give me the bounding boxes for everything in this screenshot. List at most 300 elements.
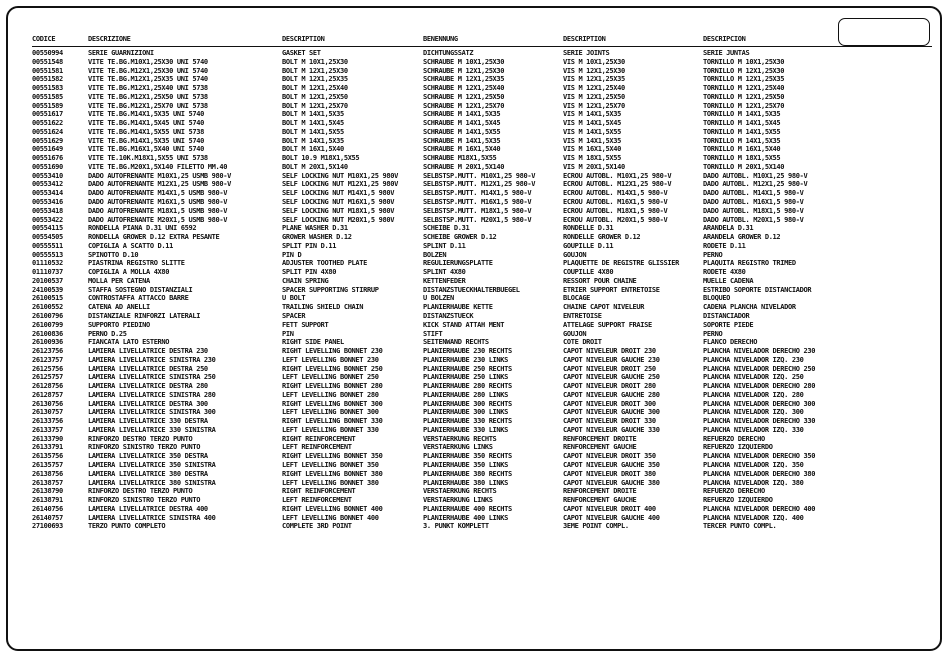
table-cell: SCHRAUBE M 12X1,25X50	[423, 92, 505, 101]
table-cell: DADO AUTOBL. M20X1,5 980-V	[703, 215, 804, 224]
table-row	[32, 277, 842, 286]
table-cell: PLANCHA NIVELADOR IZQ. 280	[703, 390, 804, 399]
table-cell: SELBSTSP.MUTT. M20X1,5 980-V	[423, 215, 532, 224]
table-row	[32, 137, 842, 146]
table-cell: LAMIERA LIVELLATRICE DESTRA 230	[88, 347, 208, 356]
table-cell: 00551629	[32, 136, 63, 145]
table-cell: PLANIERHAUBE 350 LINKS	[423, 460, 509, 469]
table-cell: PIN	[282, 329, 294, 338]
table-cell: CHAINE CAPOT NIVELEUR	[563, 303, 645, 312]
table-cell: 00551583	[32, 84, 63, 93]
header-english: DESCRIPTION	[282, 35, 325, 43]
table-cell: SCHRAUBE M 12X1,25X70	[423, 101, 505, 110]
table-cell: CADENA PLANCHA NIVELADOR	[703, 303, 796, 312]
table-cell: 26140757	[32, 513, 63, 522]
table-row	[32, 75, 842, 84]
table-cell: DADO AUTOBL. M12X1,25 980-V	[703, 180, 808, 189]
table-cell: LAMIERA LIVELLATRICE SINISTRA 280	[88, 390, 216, 399]
table-cell: 26100799	[32, 320, 63, 329]
table-cell: RONDELLE GROWER D.12	[563, 233, 641, 242]
table-cell: PLANIERHAUBE 230 RECHTS	[423, 347, 512, 356]
table-cell: PLANIERHAUBE 380 LINKS	[423, 478, 509, 487]
table-cell: VITE TE.BG.M12X1,25X30 UNI 5740	[88, 66, 208, 75]
table-cell: 00551548	[32, 57, 63, 66]
table-cell: SELF LOCKING NUT M18X1,5 980V	[282, 206, 395, 215]
table-cell: VITE TE.BG.M14X1,5X55 UNI 5738	[88, 127, 204, 136]
table-cell: LAMIERA LIVELLATRICE DESTRA 400	[88, 504, 208, 513]
table-cell: U BOLZEN	[423, 294, 454, 303]
table-cell: RINFORZO SINISTRO TERZO PUNTO	[88, 496, 201, 505]
table-row	[32, 338, 842, 347]
table-cell: SCHRAUBE M 12X1,25X35	[423, 75, 505, 84]
table-cell: VITE TE.BG.M12X1,25X40 UNI 5738	[88, 84, 208, 93]
table-cell: MUELLE CADENA	[703, 276, 754, 285]
table-row	[32, 303, 842, 312]
table-row	[32, 286, 842, 295]
table-cell: PLAQUITA REGISTRO TRIMED	[703, 259, 796, 268]
table-cell: VITE TE.BG.M16X1,5X40 UNI 5740	[88, 145, 204, 154]
table-row	[32, 216, 842, 225]
table-cell: SELF LOCKING NUT M14X1,5 980V	[282, 189, 395, 198]
table-cell: DADO AUTOFRENANTE M20X1,5 USMB 980-V	[88, 215, 228, 224]
table-cell: DISTANZIALE RINFORZI LATERALI	[88, 311, 201, 320]
table-row	[32, 67, 842, 76]
table-row	[32, 373, 842, 382]
table-cell: BOLT M 16X1,5X40	[282, 145, 344, 154]
table-cell: RIGHT REINFORCEMENT	[282, 434, 356, 443]
table-cell: RODETE 4X80	[703, 268, 746, 277]
table-cell: LEFT REINFORCEMENT	[282, 496, 352, 505]
table-cell: RIGHT LEVELLING BONNET 380	[282, 469, 383, 478]
table-cell: COMPLETE 3RD POINT	[282, 522, 352, 531]
table-cell: VIS M 16X1,5X40	[563, 145, 621, 154]
table-cell: COPIGLIA A SCATTO D.11	[88, 241, 174, 250]
table-cell: LAMIERA LIVELLATRICE SINISTRA 230	[88, 355, 216, 364]
table-cell: SCHRAUBE M 14X1,5X55	[423, 127, 501, 136]
table-cell: SPLINT 4X80	[423, 268, 466, 277]
table-cell: CAPOT NIVELEUR DROIT 330	[563, 417, 656, 426]
table-cell: 26123757	[32, 355, 63, 364]
table-cell: BOLT M 14X1,5X35	[282, 110, 344, 119]
table-cell: BOLT M 12X1,25X30	[282, 66, 348, 75]
table-row	[32, 180, 842, 189]
table-cell: TORNILLO M 20X1,5X140	[703, 162, 785, 171]
table-row	[32, 233, 842, 242]
table-cell: PLANCHA NIVELADOR IZQ. 300	[703, 408, 804, 417]
table-cell: FIANCATA LATO ESTERNO	[88, 338, 170, 347]
table-cell: PLANCHA NIVELADOR DERECHO 350	[703, 452, 816, 461]
table-row	[32, 435, 842, 444]
table-cell: BOLT M 12X1,25X70	[282, 101, 348, 110]
table-cell: 26125756	[32, 364, 63, 373]
table-cell: DISTANZSTUECKHALTERBUEGEL	[423, 285, 520, 294]
table-cell: 26138791	[32, 496, 63, 505]
table-cell: FETT SUPPORT	[282, 320, 329, 329]
table-cell: PLANIERHAUBE 280 RECHTS	[423, 382, 512, 391]
table-row	[32, 505, 842, 514]
table-cell: LAMIERA LIVELLATRICE 380 DESTRA	[88, 469, 208, 478]
table-cell: ARANDELA GROWER D.12	[703, 233, 781, 242]
table-cell: CAPOT NIVELEUR GAUCHE 300	[563, 408, 660, 417]
table-cell: 26133756	[32, 417, 63, 426]
table-cell: VIS M 14X1,5X45	[563, 119, 621, 128]
table-cell: PLANIERHAUBE 400 RECHTS	[423, 504, 512, 513]
table-cell: LAMIERA LIVELLATRICE SINISTRA 400	[88, 513, 216, 522]
table-cell: DADO AUTOBL. M18X1,5 980-V	[703, 206, 804, 215]
table-cell: 26100796	[32, 311, 63, 320]
table-cell: SCHRAUBE M 16X1,5X40	[423, 145, 501, 154]
table-cell: SPLINT D.11	[423, 241, 466, 250]
table-cell: LAMIERA LIVELLATRICE 330 DESTRA	[88, 417, 208, 426]
table-cell: ECROU AUTOBL. M20X1,5 980-V	[563, 215, 668, 224]
table-cell: 01110532	[32, 259, 63, 268]
header-french: DESCRIPTION	[563, 35, 606, 43]
table-cell: 00551581	[32, 66, 63, 75]
table-cell: 26133790	[32, 434, 63, 443]
table-cell: DICHTUNGSSATZ	[423, 49, 474, 57]
table-cell: VIS M 14X1,5X35	[563, 136, 621, 145]
table-cell: COPIGLIA A MOLLA 4X80	[88, 268, 170, 277]
table-cell: SCHRAUBE M 14X1,5X35	[423, 136, 501, 145]
table-cell: GASKET SET	[282, 49, 321, 57]
table-cell: 26100836	[32, 329, 63, 338]
table-body	[32, 49, 842, 531]
table-cell: TORNILLO M 18X1,5X55	[703, 154, 781, 163]
table-cell: 00555511	[32, 241, 63, 250]
table-row	[32, 391, 842, 400]
table-cell: TORNILLO M 14X1,5X35	[703, 110, 781, 119]
table-cell: TORNILLO M 14X1,5X55	[703, 127, 781, 136]
table-cell: RIGHT REINFORCEMENT	[282, 487, 356, 496]
table-cell: 00551649	[32, 145, 63, 154]
table-cell: SELF LOCKING NUT M12X1,25 980V	[282, 180, 398, 189]
table-cell: PERNO	[703, 329, 723, 338]
table-cell: SCHEIBE GROWER D.12	[423, 233, 497, 242]
table-cell: STIFT	[423, 329, 443, 338]
table-cell: 00551589	[32, 101, 63, 110]
table-cell: 00551690	[32, 162, 63, 171]
table-cell: RIGHT LEVELLING BONNET 280	[282, 382, 383, 391]
table-cell: PIASTRINA REGISTRO SLITTE	[88, 259, 185, 268]
table-cell: SPLIT PIN D.11	[282, 241, 337, 250]
header-code: CODICE	[32, 35, 56, 43]
table-cell: PLANIERHAUBE 330 LINKS	[423, 425, 509, 434]
table-cell: ECROU AUTOBL. M12X1,25 980-V	[563, 180, 672, 189]
table-cell: LEFT LEVELLING BONNET 300	[282, 408, 379, 417]
table-row	[32, 198, 842, 207]
table-cell: LEFT REINFORCEMENT	[282, 443, 352, 452]
table-cell: 26133791	[32, 443, 63, 452]
table-row	[32, 145, 842, 154]
table-row	[32, 514, 842, 523]
table-cell: REFUERZO IZQUIERDO	[703, 443, 773, 452]
table-cell: PLANIERHAUBE 330 RECHTS	[423, 417, 512, 426]
table-row	[32, 321, 842, 330]
table-row	[32, 102, 842, 111]
table-cell: PLANCHA NIVELADOR IZQ. 380	[703, 478, 804, 487]
table-cell: SCHRAUBE M 10X1,25X30	[423, 57, 505, 66]
table-cell: SCHRAUBE M 12X1,25X40	[423, 84, 505, 93]
table-cell: PLANCHA NIVELADOR IZQ. 230	[703, 355, 804, 364]
table-cell: VITE TE.10K.M18X1,5X55 UNI 5738	[88, 154, 208, 163]
table-cell: RESSORT POUR CHAINE	[563, 276, 637, 285]
table-cell: 26130756	[32, 399, 63, 408]
table-cell: RONDELLA GROWER D.12 EXTRA PESANTE	[88, 233, 220, 242]
table-cell: DADO AUTOFRENANTE M12X1,25 USMB 980-V	[88, 180, 231, 189]
table-cell: PLANIERHAUBE 380 RECHTS	[423, 469, 512, 478]
table-cell: SERIE JOINTS	[563, 49, 610, 57]
table-cell: 00551676	[32, 154, 63, 163]
table-cell: RIGHT LEVELLING BONNET 350	[282, 452, 383, 461]
table-cell: SELF LOCKING NUT M10X1,25 980V	[282, 171, 398, 180]
header-italian: DESCRIZIONE	[88, 35, 131, 43]
table-cell: CAPOT NIVELEUR GAUCHE 250	[563, 373, 660, 382]
table-cell: RENFORCEMENT DROITE	[563, 487, 637, 496]
table-cell: TORNILLO M 10X1,25X30	[703, 57, 785, 66]
table-cell: ECROU AUTOBL. M18X1,5 980-V	[563, 206, 668, 215]
table-cell: 26100552	[32, 303, 63, 312]
table-cell: BOLT M 12X1,25X35	[282, 75, 348, 84]
table-cell: PLANCHA NIVELADOR DERECHO 300	[703, 399, 816, 408]
table-cell: DADO AUTOFRENANTE M14X1,5 USMB 980-V	[88, 189, 228, 198]
table-cell: PLANE WASHER D.31	[282, 224, 348, 233]
table-cell: 00554505	[32, 233, 63, 242]
table-cell: VIS M 14X1,5X55	[563, 127, 621, 136]
table-cell: DISTANCIADOR	[703, 311, 750, 320]
table-cell: LAMIERA LIVELLATRICE DESTRA 300	[88, 399, 208, 408]
table-row	[32, 496, 842, 505]
table-cell: LAMIERA LIVELLATRICE DESTRA 250	[88, 364, 208, 373]
table-cell: VITE TE.BG.M12X1,25X50 UNI 5738	[88, 92, 208, 101]
table-cell: ECROU AUTOBL. M16X1,5 980-V	[563, 198, 668, 207]
table-cell: 00553416	[32, 198, 63, 207]
table-row	[32, 224, 842, 233]
table-row	[32, 242, 842, 251]
table-row	[32, 356, 842, 365]
table-row	[32, 347, 842, 356]
table-cell: SPINOTTO D.10	[88, 250, 139, 259]
table-cell: 24100539	[32, 285, 63, 294]
table-cell: RONDELLA PIANA D.31 UNI 6592	[88, 224, 197, 233]
table-cell: RINFORZO DESTRO TERZO PUNTO	[88, 434, 193, 443]
table-cell: CAPOT NIVELEUR DROIT 280	[563, 382, 656, 391]
table-cell: PLANCHA NIVELADOR IZQ. 250	[703, 373, 804, 382]
table-cell: ARANDELA D.31	[703, 224, 754, 233]
table-cell: BLOCAGE	[563, 294, 591, 303]
table-header	[32, 29, 842, 43]
table-cell: STAFFA SOSTEGNO DISTANZIALI	[88, 285, 193, 294]
table-row	[32, 400, 842, 409]
table-cell: CONTROSTAFFA ATTACCO BARRE	[88, 294, 189, 303]
table-cell: MOLLA PER CATENA	[88, 276, 150, 285]
table-cell: REGULIERUNGSPLATTE	[423, 259, 493, 268]
table-cell: RENFORCEMENT DROITE	[563, 434, 637, 443]
table-row	[32, 417, 842, 426]
table-cell: SERIE GUARNIZIONI	[88, 49, 154, 57]
table-cell: PLANCHA NIVELADOR IZQ. 350	[703, 460, 804, 469]
table-cell: 26130757	[32, 408, 63, 417]
table-cell: LAMIERA LIVELLATRICE 350 DESTRA	[88, 452, 208, 461]
table-cell: CAPOT NIVELEUR DROIT 400	[563, 504, 656, 513]
table-cell: RIGHT LEVELLING BONNET 250	[282, 364, 383, 373]
table-cell: COTE DROIT	[563, 338, 602, 347]
table-cell: VIS M 14X1,5X35	[563, 110, 621, 119]
table-row	[32, 163, 842, 172]
table-cell: 00553410	[32, 171, 63, 180]
table-cell: SCHRAUBE M 14X1,5X35	[423, 110, 501, 119]
table-cell: RENFORCEMENT GAUCHE	[563, 496, 637, 505]
table-cell: ECROU AUTOBL. M10X1,25 980-V	[563, 171, 672, 180]
table-cell: VIS M 20X1,5X140	[563, 162, 625, 171]
table-cell: SELBSTSP.MUTT. M16X1,5 980-V	[423, 198, 532, 207]
table-cell: SCHEIBE D.31	[423, 224, 470, 233]
table-cell: LEFT LEVELLING BONNET 280	[282, 390, 379, 399]
table-cell: CAPOT NIVELEUR GAUCHE 350	[563, 460, 660, 469]
table-row	[32, 452, 842, 461]
table-cell: VERSTAERKUNG RECHTS	[423, 487, 497, 496]
table-row	[32, 84, 842, 93]
table-cell: SPLIT PIN 4X80	[282, 268, 337, 277]
table-cell: CAPOT NIVELEUR DROIT 250	[563, 364, 656, 373]
table-cell: SUPPORTO PIEDINO	[88, 320, 150, 329]
table-cell: LEFT LEVELLING BONNET 250	[282, 373, 379, 382]
table-cell: SEITENWAND RECHTS	[423, 338, 489, 347]
table-cell: GOUPILLE D.11	[563, 241, 614, 250]
table-cell: SPACER SUPPORTING STIRRUP	[282, 285, 379, 294]
table-cell: ATTELAGE SUPPORT FRAISE	[563, 320, 652, 329]
table-row	[32, 128, 842, 137]
table-row	[32, 522, 842, 531]
table-cell: 26100515	[32, 294, 63, 303]
table-cell: ECROU AUTOBL. M14X1,5 980-V	[563, 189, 668, 198]
table-cell: RIGHT LEVELLING BONNET 300	[282, 399, 383, 408]
table-cell: VIS M 18X1,5X55	[563, 154, 621, 163]
table-cell: PLANIERHAUBE 230 LINKS	[423, 355, 509, 364]
table-cell: GOUJON	[563, 250, 587, 259]
table-cell: DADO AUTOFRENANTE M10X1,25 USMB 980-V	[88, 171, 231, 180]
table-cell: SCHRAUBE M 12X1,25X30	[423, 66, 505, 75]
table-cell: RINFORZO DESTRO TERZO PUNTO	[88, 487, 193, 496]
table-cell: 26138757	[32, 478, 63, 487]
table-cell: 00551622	[32, 119, 63, 128]
table-cell: VERSTAERKUNG LINKS	[423, 496, 493, 505]
table-cell: CAPOT NIVELEUR GAUCHE 380	[563, 478, 660, 487]
table-row	[32, 268, 842, 277]
table-cell: VIS M 12X1,25X50	[563, 92, 625, 101]
table-cell: VIS M 12X1,25X40	[563, 84, 625, 93]
table-cell: VITE TE.BG.M12X1,25X70 UNI 5738	[88, 101, 208, 110]
table-cell: LAMIERA LIVELLATRICE 330 SINISTRA	[88, 425, 216, 434]
table-cell: TORNILLO M 12X1,25X30	[703, 66, 785, 75]
table-cell: PLANIERHAUBE 350 RECHTS	[423, 452, 512, 461]
table-cell: PLANIERHAUBE 280 LINKS	[423, 390, 509, 399]
table-cell: REFUERZO DERECHO	[703, 434, 765, 443]
table-cell: PLANIERHAUBE KETTE	[423, 303, 493, 312]
table-row	[32, 408, 842, 417]
header-german: BENENNUNG	[423, 35, 458, 43]
table-cell: VERSTAERKUNG RECHTS	[423, 434, 497, 443]
table-cell: 3EME POINT COMPL.	[563, 522, 629, 531]
table-row	[32, 172, 842, 181]
table-cell: 26135757	[32, 460, 63, 469]
table-cell: 20100537	[32, 276, 63, 285]
table-cell: VERSTAERKUNG LINKS	[423, 443, 493, 452]
table-cell: BOLT M 20X1,5X140	[282, 162, 348, 171]
table-cell: 00555513	[32, 250, 63, 259]
table-cell: SELF LOCKING NUT M20X1,5 980V	[282, 215, 395, 224]
table-cell: VITE TE.BG.M10X1,25X30 UNI 5740	[88, 57, 208, 66]
table-cell: 3. PUNKT KOMPLETT	[423, 522, 489, 531]
table-cell: 26128756	[32, 382, 63, 391]
table-row	[32, 294, 842, 303]
table-cell: CAPOT NIVELEUR GAUCHE 230	[563, 355, 660, 364]
table-row	[32, 470, 842, 479]
table-cell: PLANCHA NIVELADOR IZQ. 330	[703, 425, 804, 434]
table-cell: PLANCHA NIVELADOR DERECHO 280	[703, 382, 816, 391]
parts-table	[32, 29, 842, 531]
table-row	[32, 312, 842, 321]
table-cell: CAPOT NIVELEUR GAUCHE 330	[563, 425, 660, 434]
table-cell: 00551585	[32, 92, 63, 101]
table-cell: 00553412	[32, 180, 63, 189]
table-cell: DADO AUTOFRENANTE M18X1,5 USMB 980-V	[88, 206, 228, 215]
table-row	[32, 479, 842, 488]
table-cell: 26140756	[32, 504, 63, 513]
table-cell: LEFT LEVELLING BONNET 400	[282, 513, 379, 522]
table-cell: SCHRAUBE M 14X1,5X45	[423, 119, 501, 128]
table-cell: LAMIERA LIVELLATRICE 350 SINISTRA	[88, 460, 216, 469]
table-cell: BOLT M 12X1,25X50	[282, 92, 348, 101]
header-spanish: DESCRIPCION	[703, 35, 746, 43]
table-cell: TRAILING SHIELD CHAIN	[282, 303, 364, 312]
table-cell: CAPOT NIVELEUR DROIT 230	[563, 347, 656, 356]
table-cell: COUPILLE 4X80	[563, 268, 614, 277]
table-cell: REFUERZO IZQUIERDO	[703, 496, 773, 505]
table-cell: LAMIERA LIVELLATRICE DESTRA 280	[88, 382, 208, 391]
table-row	[32, 207, 842, 216]
table-cell: RINFORZO SINISTRO TERZO PUNTO	[88, 443, 201, 452]
table-cell: 26133757	[32, 425, 63, 434]
table-cell: KICK STAND ATTAH MENT	[423, 320, 505, 329]
table-cell: SELBSTSP.MUTT. M12X1,25 980-V	[423, 180, 536, 189]
table-cell: TERCER PUNTO COMPL.	[703, 522, 777, 531]
table-row	[32, 110, 842, 119]
table-cell: CAPOT NIVELEUR DROIT 300	[563, 399, 656, 408]
table-cell: CATENA AD ANELLI	[88, 303, 150, 312]
table-cell: ETRIER SUPPORT ENTRETOISE	[563, 285, 660, 294]
table-cell: 26128757	[32, 390, 63, 399]
table-cell: CAPOT NIVELEUR GAUCHE 400	[563, 513, 660, 522]
table-cell: TORNILLO M 14X1,5X45	[703, 119, 781, 128]
table-cell: VIS M 10X1,25X30	[563, 57, 625, 66]
table-cell: DADO AUTOFRENANTE M16X1,5 USMB 980-V	[88, 198, 228, 207]
table-row	[32, 154, 842, 163]
table-cell: 00554115	[32, 224, 63, 233]
table-cell: PIN D	[282, 250, 302, 259]
table-row	[32, 461, 842, 470]
table-cell: REFUERZO DERECHO	[703, 487, 765, 496]
table-cell: TORNILLO M 12X1,25X50	[703, 92, 785, 101]
table-cell: TORNILLO M 12X1,25X35	[703, 75, 785, 84]
table-cell: LAMIERA LIVELLATRICE SINISTRA 300	[88, 408, 216, 417]
table-cell: RONDELLE D.31	[563, 224, 614, 233]
table-cell: 26135756	[32, 452, 63, 461]
table-cell: PLANCHA NIVELADOR DERECHO 250	[703, 364, 816, 373]
table-cell: 26125757	[32, 373, 63, 382]
table-cell: KETTENFEDER	[423, 276, 466, 285]
table-cell: RIGHT LEVELLING BONNET 330	[282, 417, 383, 426]
table-cell: VITE TE.BG.M14X1,5X35 UNI 5740	[88, 110, 204, 119]
